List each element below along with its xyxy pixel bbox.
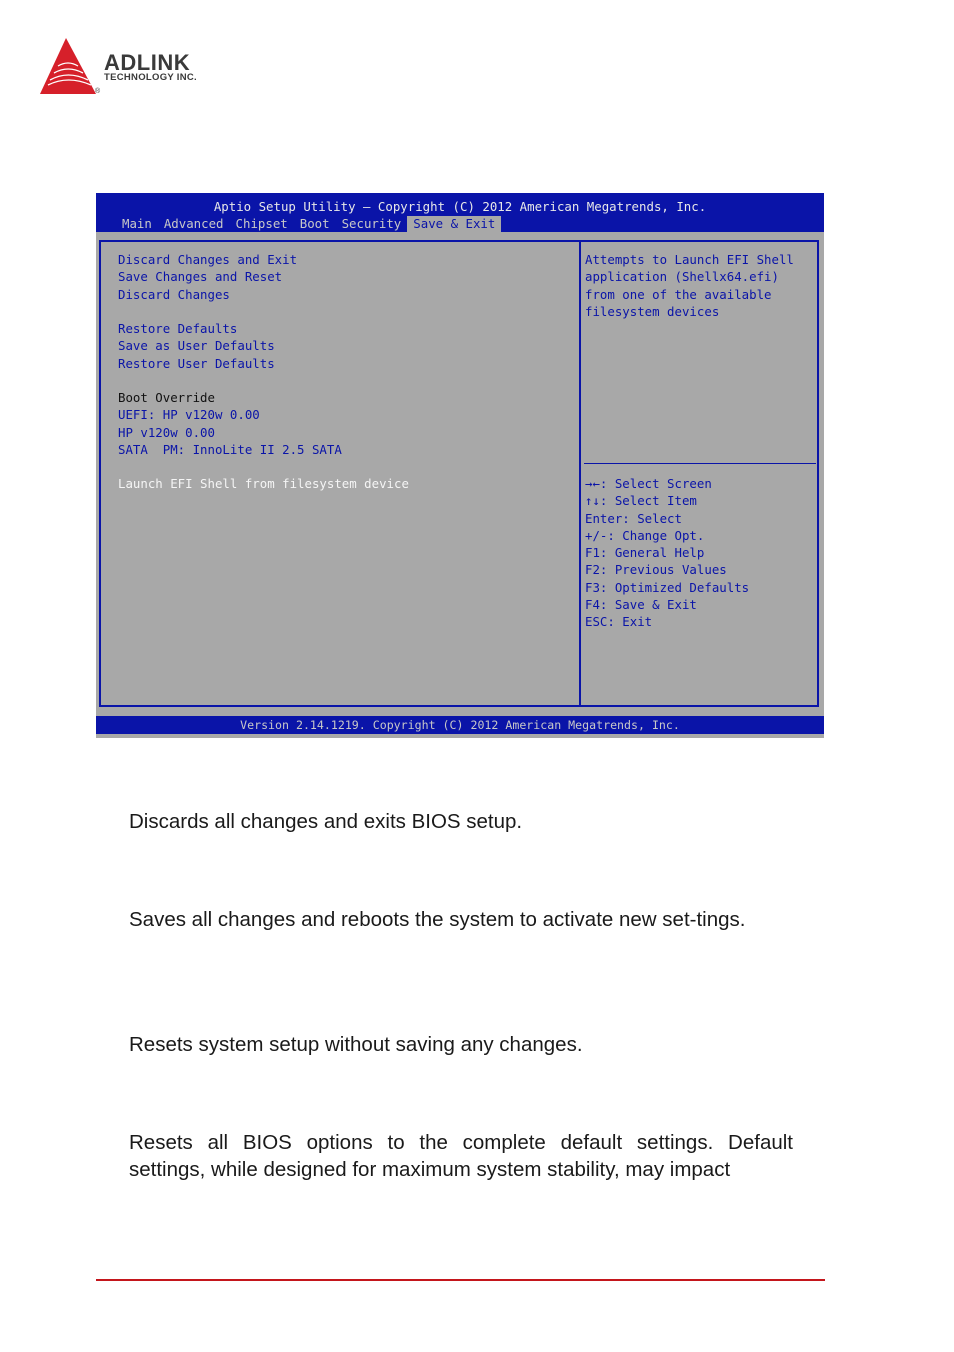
help-line: filesystem devices	[585, 303, 720, 319]
bios-key-legend	[585, 475, 749, 630]
bios-footer: Version 2.14.1219. Copyright (C) 2012 American Megatrends, Inc.	[96, 716, 824, 734]
menu-restore-defaults[interactable]: Restore Defaults	[118, 321, 238, 336]
adlink-triangle-icon	[38, 36, 101, 98]
tab-save-exit[interactable]: Save & Exit	[407, 216, 501, 232]
footer-rule	[96, 1279, 825, 1281]
key-previous-values: F2: Previous Values	[585, 562, 727, 578]
bios-help-text	[585, 251, 817, 320]
menu-save-user-defaults[interactable]: Save as User Defaults	[118, 338, 275, 354]
tab-advanced[interactable]: Advanced	[163, 216, 224, 231]
menu-spacer	[118, 372, 409, 389]
paragraph-discard-changes: Resets system setup without saving any changes.	[129, 1033, 583, 1056]
tab-boot[interactable]: Boot	[299, 216, 330, 231]
key-select-item: ↑↓: Select Item	[585, 493, 697, 509]
adlink-logo	[38, 36, 238, 100]
bios-title: Aptio Setup Utility – Copyright (C) 2012 American Megatrends, Inc.	[213, 199, 707, 214]
bios-header	[96, 193, 824, 232]
menu-save-changes-reset[interactable]: Save Changes and Reset	[118, 269, 283, 285]
bios-help-separator	[584, 463, 816, 464]
bios-menu	[118, 251, 409, 493]
key-enter-select: Enter: Select	[585, 510, 682, 526]
bios-pane-divider	[579, 240, 581, 707]
tab-security[interactable]: Security	[341, 216, 402, 231]
key-change-opt: +/-: Change Opt.	[585, 527, 705, 543]
bios-screenshot	[96, 193, 824, 738]
logo-registered-mark: ®	[95, 88, 101, 95]
menu-discard-changes[interactable]: Discard Changes	[118, 286, 230, 302]
key-save-exit: F4: Save & Exit	[585, 596, 697, 612]
key-select-screen: →←: Select Screen	[585, 476, 712, 491]
key-optimized-defaults: F3: Optimized Defaults	[585, 579, 750, 595]
help-line: application (Shellx64.efi)	[585, 269, 779, 285]
logo-wordmark: ADLINK	[104, 50, 191, 75]
menu-discard-changes-exit[interactable]: Discard Changes and Exit	[118, 252, 298, 267]
tab-main[interactable]: Main	[122, 216, 152, 231]
bios-tab-bar	[116, 216, 501, 232]
menu-boot-hp[interactable]: HP v120w 0.00	[118, 424, 215, 440]
key-general-help: F1: General Help	[585, 545, 705, 560]
menu-spacer	[118, 458, 409, 475]
key-esc-exit: ESC: Exit	[585, 614, 653, 629]
logo-tagline: TECHNOLOGY INC.	[104, 72, 197, 83]
menu-boot-sata[interactable]: SATA PM: InnoLite II 2.5 SATA	[118, 441, 342, 457]
help-line: from one of the available	[585, 286, 772, 302]
boot-override-heading: Boot Override	[118, 390, 215, 405]
menu-launch-efi-shell[interactable]: Launch EFI Shell from filesystem device	[118, 476, 409, 492]
paragraph-restore-defaults: Resets all BIOS options to the complete default settings. Default settings, while designed for maximum system stability, may impact	[129, 1131, 793, 1181]
paragraph-discard-changes-exit: Discards all changes and exits BIOS setup.	[129, 810, 523, 833]
menu-restore-user-defaults[interactable]: Restore User Defaults	[118, 355, 275, 371]
help-line: Attempts to Launch EFI Shell	[585, 252, 794, 267]
tab-chipset[interactable]: Chipset	[235, 216, 288, 231]
paragraph-save-changes-reset: Saves all changes and reboots the system to activate new set-tings.	[129, 908, 746, 931]
menu-spacer	[118, 303, 409, 320]
menu-boot-uefi-hp[interactable]: UEFI: HP v120w 0.00	[118, 407, 260, 423]
